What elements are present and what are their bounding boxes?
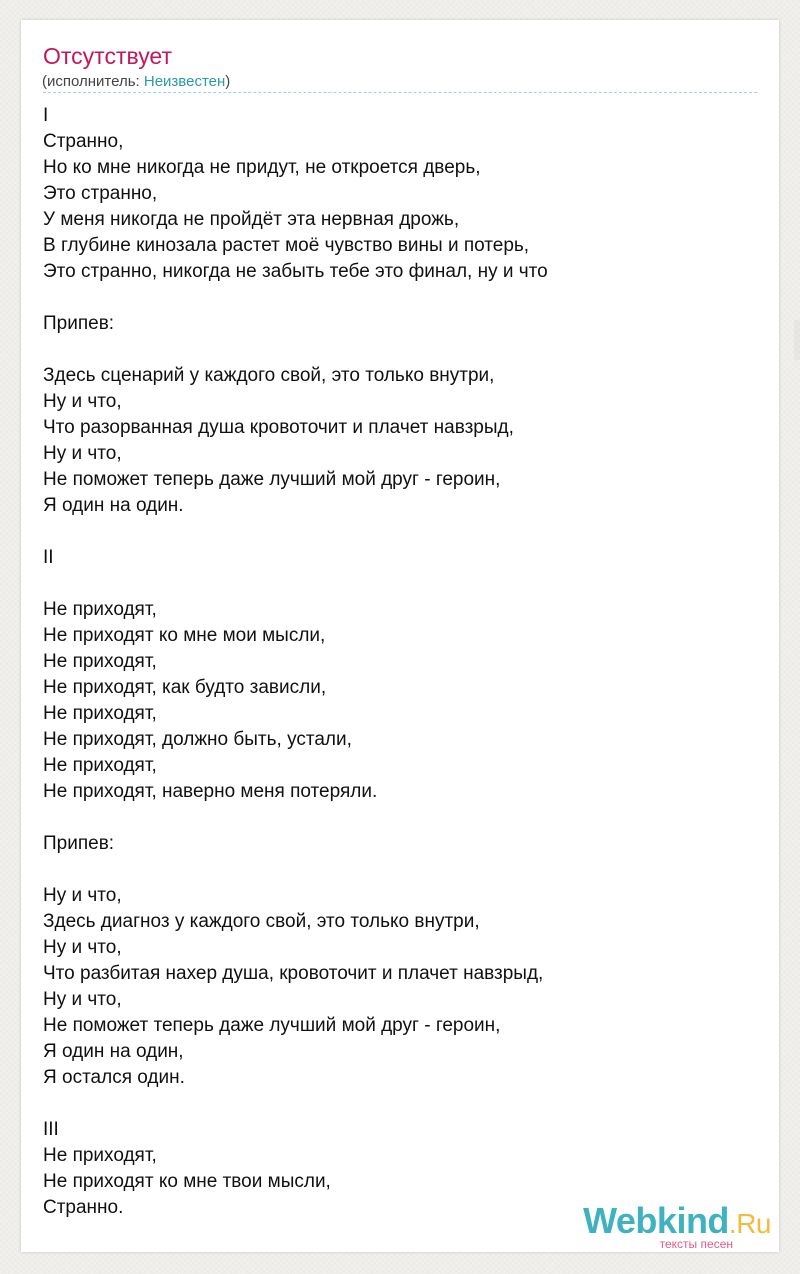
lyric-line: Странно, [43,131,124,152]
lyric-line: Не приходят ко мне мои мысли, [43,625,326,646]
webkind-logo [581,1201,771,1251]
lyric-line: Я один на один. [43,495,184,516]
lyric-blank-line [43,1091,757,1117]
lyric-line: Не поможет теперь даже лучший мой друг - героин, [43,469,501,490]
webkind-tld: .Ru [728,1208,771,1239]
lyric-line: Не поможет теперь даже лучший мой друг - героин, [43,1015,501,1036]
lyric-blank-line [43,285,757,311]
song-title: Отсутствует [43,43,172,69]
lyric-line: Что разорванная душа кровоточит и плачет навзрыд, [43,417,514,438]
lyric-line: Не приходят, наверно меня потеряли. [43,781,378,802]
lyrics-text [43,103,757,1221]
artist-link[interactable]: Неизвестен [143,73,226,90]
lyric-line: III [43,1119,59,1140]
lyric-line: Ну и что, [43,391,122,412]
lyric-line: Ну и что, [43,885,122,906]
lyric-blank-line [43,857,757,883]
lyric-line: Не приходят, как будто зависли, [43,677,327,698]
lyric-line: Не приходят, [43,1145,157,1166]
page-edge-decoration [794,320,800,360]
lyric-line: Не приходят ко мне твои мысли, [43,1171,331,1192]
title-divider [43,92,757,93]
lyric-line: Ну и что, [43,443,122,464]
lyric-line: Ну и что, [43,989,122,1010]
lyrics-card [21,20,779,1252]
lyric-line: Не приходят, [43,599,157,620]
lyric-blank-line [43,805,757,831]
lyric-line: Я один на один, [43,1041,184,1062]
lyric-line: Что разбитая нахер душа, кровоточит и плачет навзрыд, [43,963,544,984]
lyric-line: Это странно, [43,183,158,204]
artist-line [42,72,230,92]
lyric-blank-line [43,337,757,363]
lyric-line: II [43,547,54,568]
lyric-line: У меня никогда не пройдёт эта нервная дрожь, [43,209,460,230]
webkind-tagline: тексты песен [659,1237,733,1251]
artist-prefix: (исполнитель: [42,73,144,90]
lyric-blank-line [43,519,757,545]
lyric-line: Не приходят, [43,651,157,672]
lyric-line: Здесь диагноз у каждого свой, это только внутри, [43,911,480,932]
lyric-line: Не приходят, должно быть, устали, [43,729,352,750]
artist-suffix: ) [225,73,231,90]
lyric-line: Я остался один. [43,1067,185,1088]
lyric-blank-line [43,571,757,597]
lyric-line: Припев: [43,313,115,334]
webkind-brand: Webkind [583,1200,729,1241]
lyric-line: Ну и что, [43,937,122,958]
lyric-line: I [43,105,49,126]
lyric-line: Это странно, никогда не забыть тебе это финал, ну и что [43,261,548,282]
lyric-line: Не приходят, [43,755,157,776]
lyric-line: Здесь сценарий у каждого свой, это только внутри, [43,365,495,386]
lyric-line: Припев: [43,833,115,854]
lyric-line: Но ко мне никогда не придут, не откроется дверь, [43,157,481,178]
lyric-line: Не приходят, [43,703,157,724]
lyric-line: Странно. [43,1197,124,1218]
lyric-line: В глубине кинозала растет моё чувство вины и потерь, [43,235,530,256]
